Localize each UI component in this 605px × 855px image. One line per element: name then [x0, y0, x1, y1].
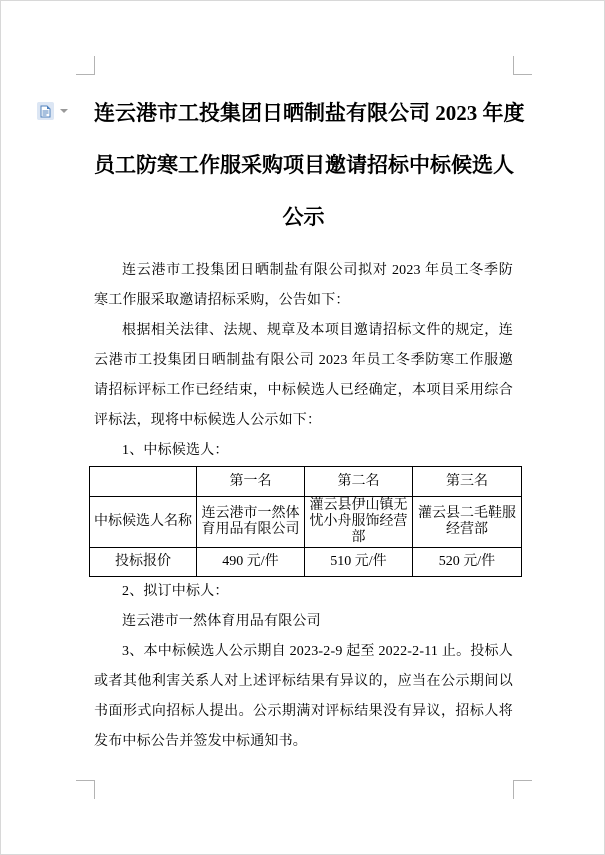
paragraph-notice-period: 3、本中标候选人公示期自 2023-2-9 起至 2022-2-11 止。投标人或者其他利害关系人对上述评标结果有异议的，应当在公示期间以书面形式向招标人提出。公示期满对评标结果没有异议，招标人将发布中标公告并签发中标通知书。	[94, 644, 513, 749]
document-content	[94, 1, 525, 757]
header-cell-rank2: 第二名	[305, 467, 413, 497]
table-row-bid-prices	[90, 548, 522, 577]
chevron-down-icon	[60, 109, 68, 113]
bid-price-2: 510 元/件	[305, 548, 413, 577]
title-line-1: 连云港市工投集团日晒制盐有限公司 2023 年度	[94, 101, 525, 125]
title-line-3: 公示	[282, 205, 325, 229]
candidate-name-1: 连云港市一然体育用品有限公司	[197, 497, 305, 548]
paragraph-intro: 连云港市工投集团日晒制盐有限公司拟对 2023 年员工冬季防寒工作服采取邀请招标采购，公告如下：	[94, 263, 513, 308]
header-cell-rank3: 第三名	[413, 467, 522, 497]
row-label-bid-price: 投标报价	[90, 548, 197, 577]
document-title	[94, 87, 525, 243]
candidates-table	[89, 466, 522, 577]
header-cell-rank1: 第一名	[197, 467, 305, 497]
table-row-candidate-names	[90, 497, 522, 548]
bid-price-1: 490 元/件	[197, 548, 305, 577]
table-header-row	[90, 467, 522, 497]
proposed-winner-name: 连云港市一然体育用品有限公司	[122, 614, 321, 629]
list-item-proposed-winner: 2、拟订中标人：	[122, 584, 229, 599]
candidate-name-3: 灌云县二毛鞋服经营部	[413, 497, 522, 548]
title-line-2: 员工防寒工作服采购项目邀请招标中标候选人	[94, 153, 514, 177]
text-boundary-mark-bottom-right	[513, 780, 532, 799]
list-item-candidates: 1、中标候选人：	[122, 443, 229, 458]
candidate-name-2: 灌云县伊山镇无忧小舟服饰经营部	[305, 497, 413, 548]
paste-options-button[interactable]	[37, 102, 68, 120]
text-boundary-mark-bottom-left	[76, 780, 95, 799]
paste-options-icon	[37, 102, 54, 120]
row-label-candidate-name: 中标候选人名称	[90, 497, 197, 548]
text-boundary-mark-top-left	[76, 56, 95, 75]
header-cell-empty	[90, 467, 197, 497]
bid-price-3: 520 元/件	[413, 548, 522, 577]
paragraph-basis: 根据相关法律、法规、规章及本项目邀请招标文件的规定，连云港市工投集团日晒制盐有限公司 2023 年员工冬季防寒工作服邀请招标评标工作已经结束，中标候选人已经确定，本项目采用综合评标法，现将中标候选人公示如下：	[94, 323, 513, 428]
text-boundary-mark-top-right	[513, 56, 532, 75]
